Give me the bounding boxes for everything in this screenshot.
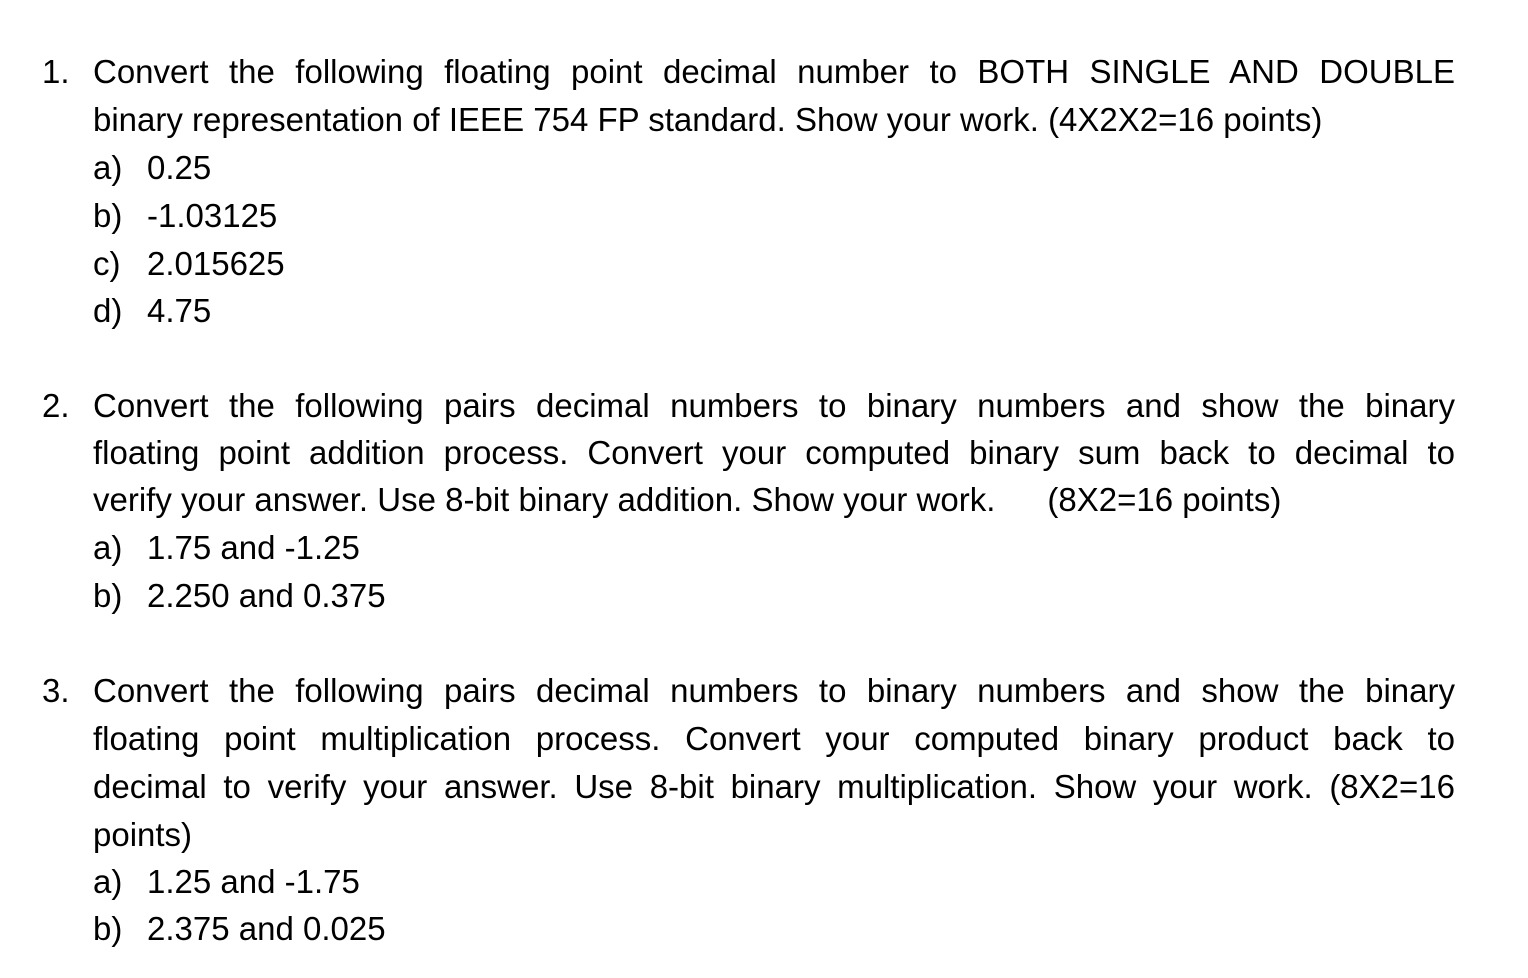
option-letter: a): [93, 149, 123, 186]
option-letter: b): [93, 910, 123, 947]
option-letter: b): [93, 197, 123, 234]
question-text-line: Convert the following pairs decimal numbers to binary numbers and show the binary: [93, 387, 1455, 424]
option-value: 1.25 and -1.75: [147, 863, 360, 900]
question-text-line: [93, 480, 1281, 520]
option-value: 4.75: [147, 292, 212, 329]
option-value: 2.375 and 0.025: [147, 910, 386, 947]
question-text-line: Convert the following floating point decimal number to BOTH SINGLE AND DOUBLE: [93, 53, 1455, 90]
question-number: 1.: [42, 53, 70, 90]
question-text-line: Convert the following pairs decimal numbers to binary numbers and show the binary: [93, 672, 1455, 709]
points-label: (8X2=16 points): [1047, 481, 1282, 518]
option-value: 1.75 and -1.25: [147, 529, 360, 566]
question-text-line: points): [93, 816, 193, 853]
option-letter: a): [93, 863, 123, 900]
option-letter: c): [93, 245, 121, 282]
question-number: 2.: [42, 387, 70, 424]
option-letter: d): [93, 292, 123, 329]
question-number: 3.: [42, 672, 70, 709]
option-letter: a): [93, 529, 123, 566]
option-value: 2.250 and 0.375: [147, 577, 386, 614]
question-text-line: binary representation of IEEE 754 FP standard. Show your work. (4X2X2=16 points): [93, 101, 1323, 138]
question-text-line: floating point addition process. Convert your computed binary sum back to decimal to: [93, 434, 1455, 471]
question-text-line: decimal to verify your answer. Use 8-bit binary multiplication. Show your work. (8X2=16: [93, 768, 1455, 805]
question-text: verify your answer. Use 8-bit binary addition. Show your work.: [93, 481, 996, 518]
option-value: -1.03125: [147, 197, 278, 234]
option-value: 2.015625: [147, 245, 285, 282]
option-value: 0.25: [147, 149, 212, 186]
question-text-line: floating point multiplication process. Convert your computed binary product back to: [93, 720, 1455, 757]
option-letter: b): [93, 577, 123, 614]
